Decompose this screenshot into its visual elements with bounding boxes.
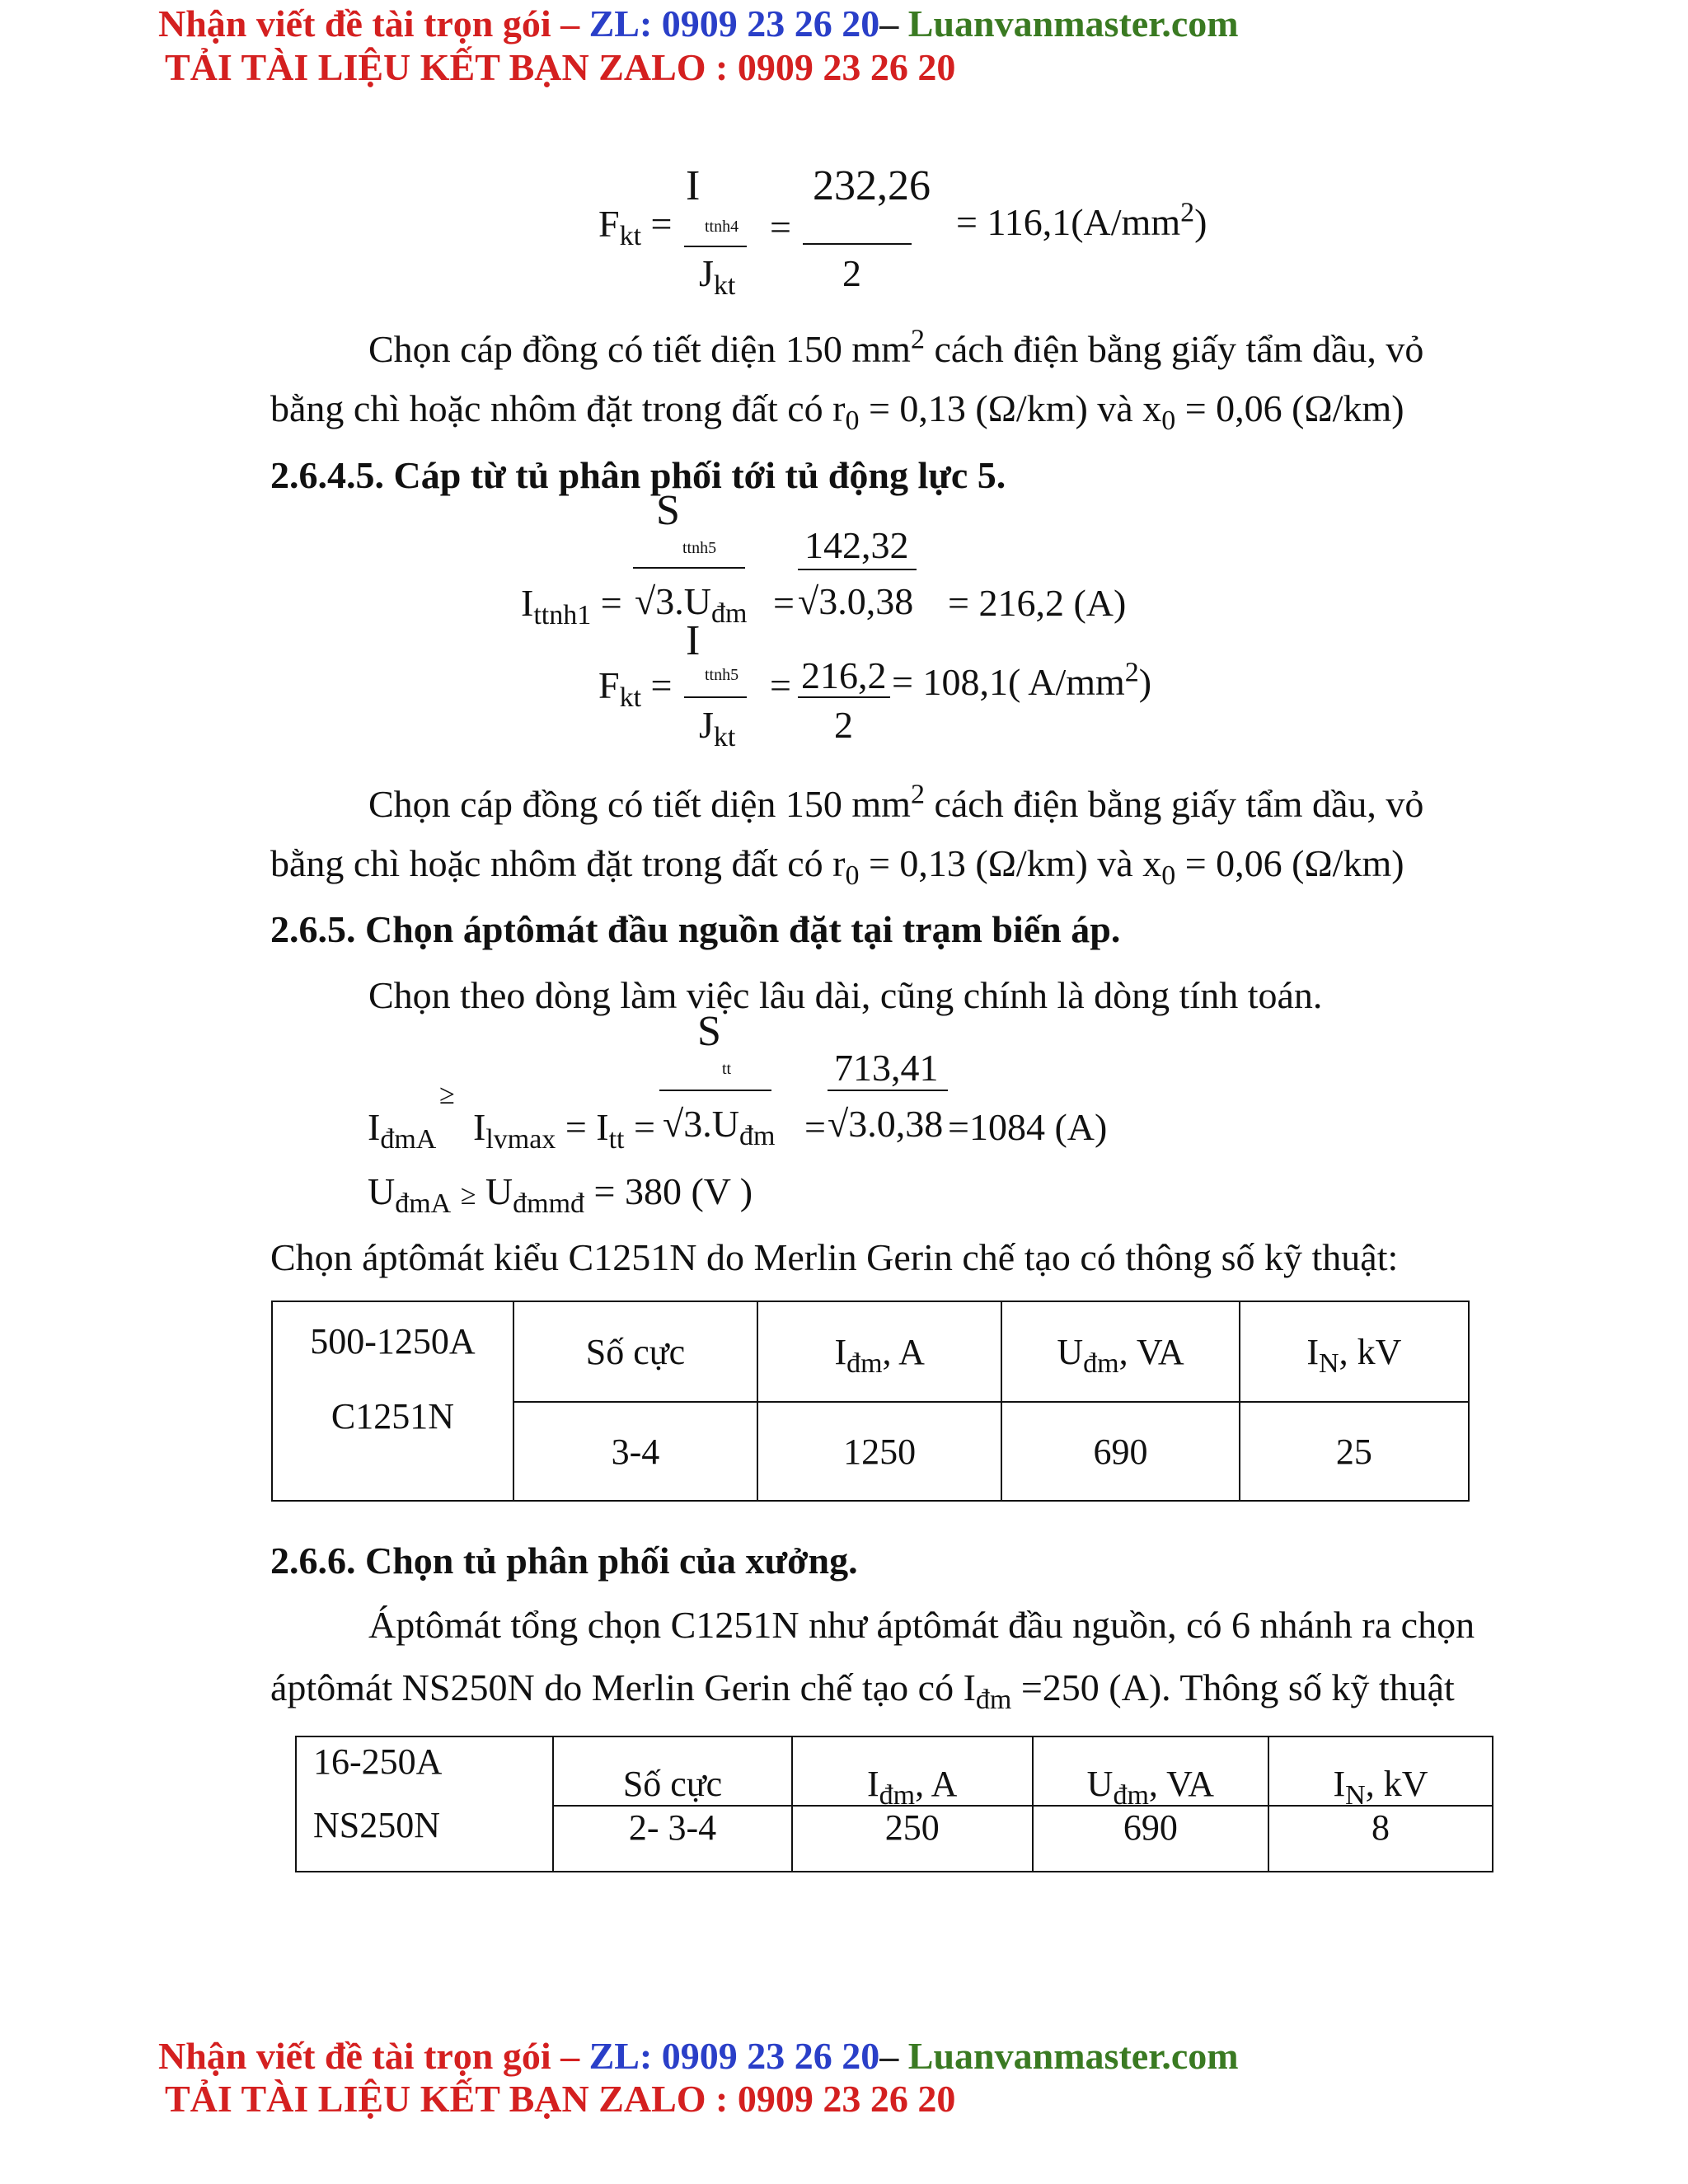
formula-result: = 380 (V ) bbox=[584, 1170, 753, 1212]
paragraph-cable-selection-1-line1 bbox=[368, 326, 1423, 373]
header-text: I bbox=[834, 1331, 847, 1372]
equals-sign: = bbox=[770, 206, 791, 248]
breaker-model: NS250N bbox=[313, 1805, 441, 1845]
fraction-denominator: 2 bbox=[834, 704, 853, 746]
header-subscript: đm bbox=[879, 1779, 916, 1811]
equals-sign: = bbox=[624, 1106, 655, 1148]
banner-zalo-text: TẢI TÀI LIỆU KẾT BẠN ZALO : 0909 23 26 20 bbox=[165, 46, 956, 88]
fraction-numerator: 142,32 bbox=[804, 524, 909, 566]
table-header-poles bbox=[553, 1736, 792, 1806]
table-label-cell bbox=[296, 1736, 553, 1872]
formula-symbol: U bbox=[485, 1170, 513, 1212]
paragraph-main-breaker-line1: Áptômát tổng chọn C1251N như áptômát đầu nguồn, có 6 nhánh ra chọn bbox=[368, 1604, 1475, 1646]
text: Chọn cáp đồng có tiết diện 150 mm bbox=[368, 783, 911, 825]
text: bằng chì hoặc nhôm đặt trong đất có r bbox=[270, 387, 846, 429]
text: áptômát NS250N do Merlin Gerin chế tạo có I bbox=[270, 1666, 976, 1708]
bottom-banner-line2 bbox=[165, 2077, 955, 2121]
formula-subscript: đmA bbox=[395, 1188, 452, 1220]
formula-result: = 116,1(A/mm bbox=[956, 201, 1181, 243]
section-heading-2-6-6: 2.6.6. Chọn tủ phân phối của xưởng. bbox=[270, 1540, 858, 1582]
equals-sign: = bbox=[600, 582, 622, 624]
paragraph-cable-selection-2-line2 bbox=[270, 841, 1404, 892]
sqrt-sign: √ bbox=[635, 580, 656, 622]
header-subscript: đm bbox=[846, 1347, 883, 1379]
fraction-numerator: S bbox=[656, 487, 680, 534]
table-header-breaking bbox=[1240, 1301, 1469, 1402]
fraction-numerator: 216,2 bbox=[801, 654, 887, 696]
bottom-banner-line1 bbox=[158, 2034, 1239, 2079]
formula-symbol: F bbox=[598, 664, 620, 706]
formula-subscript: tt bbox=[608, 1124, 625, 1155]
equals-sign: = bbox=[804, 1106, 826, 1148]
spec-table-c1251n bbox=[271, 1301, 1470, 1502]
formula-udma bbox=[368, 1169, 753, 1219]
fraction-numerator: 713,41 bbox=[834, 1047, 939, 1089]
paragraph-selection-criteria: Chọn theo dòng làm việc lâu dài, cũng chính là dòng tính toán. bbox=[368, 974, 1323, 1016]
header-subscript: N bbox=[1345, 1779, 1366, 1811]
formula-subscript: ttnh1 bbox=[533, 600, 592, 631]
formula-subscript: kt bbox=[619, 682, 642, 714]
fraction-bar bbox=[803, 243, 912, 245]
fraction-numerator-subscript: tt bbox=[722, 1060, 732, 1078]
text: = 0,13 (Ω/km) và x bbox=[859, 842, 1162, 884]
formula-subscript: kt bbox=[619, 221, 642, 252]
fraction-denominator: 2 bbox=[842, 252, 861, 294]
banner-text: Nhận viết đề tài trọn gói – bbox=[158, 2, 589, 45]
fraction-bar bbox=[828, 1090, 948, 1091]
text: cách điện bằng giấy tẩm dầu, vỏ bbox=[924, 783, 1424, 825]
banner-text: Nhận viết đề tài trọn gói – bbox=[158, 2035, 589, 2077]
formula-symbol: = I bbox=[556, 1106, 609, 1148]
header-text: Số cực bbox=[622, 1764, 723, 1804]
fraction-denominator: √3.0,38 bbox=[828, 1103, 944, 1145]
table-cell-poles: 2- 3-4 bbox=[553, 1806, 792, 1872]
breaker-range: 16-250A bbox=[313, 1741, 443, 1782]
superscript: 2 bbox=[1124, 657, 1139, 688]
fraction-denominator-subscript: đm bbox=[710, 598, 748, 630]
header-text: Số cực bbox=[585, 1331, 686, 1372]
paragraph-cable-selection-1-line2 bbox=[270, 386, 1404, 437]
subscript: 0 bbox=[845, 860, 860, 892]
table-header-voltage bbox=[1001, 1301, 1239, 1402]
header-text: , VA bbox=[1118, 1331, 1184, 1372]
superscript: 2 bbox=[1180, 197, 1195, 228]
fraction-denominator: √3.0,38 bbox=[798, 580, 914, 622]
fraction-bar bbox=[659, 1090, 771, 1091]
formula-symbol: I bbox=[368, 1106, 381, 1148]
header-text: , kV bbox=[1339, 1331, 1402, 1372]
fraction-denominator: 3.U bbox=[683, 1103, 739, 1145]
fraction-bar bbox=[798, 569, 917, 570]
formula-symbol: I bbox=[473, 1106, 486, 1148]
subscript: 0 bbox=[1161, 860, 1176, 892]
header-text: I bbox=[867, 1764, 879, 1804]
geq-sign: ≥ bbox=[439, 1080, 455, 1110]
formula-subscript: đmA bbox=[380, 1124, 437, 1155]
formula-subscript: lvmax bbox=[485, 1124, 556, 1155]
header-text: U bbox=[1057, 1331, 1084, 1372]
table-header-row bbox=[296, 1736, 1493, 1806]
banner-website-link[interactable]: Luanvanmaster.com bbox=[907, 2035, 1239, 2077]
fraction-numerator-subscript: ttnh5 bbox=[705, 666, 739, 684]
table-cell-voltage: 690 bbox=[1001, 1402, 1239, 1501]
fraction-bar bbox=[684, 246, 747, 247]
banner-phone: ZL: 0909 23 26 20 bbox=[588, 2035, 880, 2077]
subscript: 0 bbox=[1161, 405, 1176, 437]
text: cách điện bằng giấy tẩm dầu, vỏ bbox=[924, 328, 1424, 370]
paragraph-cable-selection-2-line1 bbox=[368, 781, 1423, 827]
paragraph-main-breaker-line2 bbox=[270, 1665, 1455, 1716]
equals-sign: = bbox=[650, 664, 673, 706]
text: = 0,06 (Ω/km) bbox=[1175, 842, 1404, 884]
header-text: I bbox=[1306, 1331, 1320, 1372]
fraction-denominator-subscript: kt bbox=[713, 270, 736, 302]
paragraph-breaker-c1251n: Chọn áptômát kiểu C1251N do Merlin Gerin chế tạo có thông số kỹ thuật: bbox=[270, 1236, 1399, 1278]
fraction-denominator: J bbox=[699, 252, 714, 294]
table-header-poles bbox=[513, 1301, 757, 1402]
formula-result: = 108,1( A/mm bbox=[892, 661, 1125, 703]
table-label-cell bbox=[272, 1301, 513, 1501]
fraction-numerator-subscript: ttnh4 bbox=[705, 218, 739, 236]
banner-dash: – bbox=[879, 2035, 908, 2077]
fraction-denominator-subscript: đm bbox=[738, 1121, 776, 1152]
header-text: I bbox=[1333, 1764, 1346, 1804]
header-text: , VA bbox=[1148, 1764, 1214, 1804]
table-cell-breaking: 25 bbox=[1240, 1402, 1469, 1501]
formula-result-close: ) bbox=[1194, 201, 1207, 243]
table-cell-current: 1250 bbox=[757, 1402, 1001, 1501]
fraction-numerator: I bbox=[686, 162, 701, 209]
subscript: đm bbox=[975, 1685, 1012, 1716]
equals-sign: = bbox=[770, 664, 791, 706]
formula-symbol: F bbox=[598, 203, 620, 245]
fraction-bar bbox=[633, 567, 745, 569]
fraction-numerator: S bbox=[697, 1008, 721, 1055]
geq-sign: ≥ bbox=[460, 1180, 476, 1211]
banner-dash: – bbox=[879, 2, 908, 45]
formula-result-close: ) bbox=[1138, 661, 1152, 703]
text: bằng chì hoặc nhôm đặt trong đất có r bbox=[270, 842, 846, 884]
equals-sign: = bbox=[650, 203, 673, 245]
text: Chọn cáp đồng có tiết diện 150 mm bbox=[368, 328, 911, 370]
header-text: , A bbox=[915, 1764, 958, 1804]
formula-subscript: đmmđ bbox=[513, 1188, 585, 1220]
fraction-numerator: I bbox=[686, 617, 701, 664]
table-cell-poles: 3-4 bbox=[513, 1402, 757, 1501]
superscript: 2 bbox=[910, 324, 925, 355]
table-header-breaking bbox=[1268, 1736, 1493, 1811]
subscript: 0 bbox=[845, 405, 860, 437]
header-text: , kV bbox=[1365, 1764, 1428, 1804]
top-banner-line2 bbox=[165, 45, 955, 90]
text: =250 (A). Thông số kỹ thuật bbox=[1011, 1666, 1455, 1708]
breaker-range: 500-1250A bbox=[310, 1321, 476, 1361]
superscript: 2 bbox=[910, 779, 925, 810]
fraction-bar bbox=[684, 696, 747, 698]
header-subscript: đm bbox=[1113, 1779, 1149, 1811]
banner-website-link[interactable]: Luanvanmaster.com bbox=[907, 2, 1239, 45]
fraction-bar bbox=[798, 696, 890, 698]
section-heading-2-6-4-5: 2.6.4.5. Cáp từ tủ phân phối tới tủ động lực 5. bbox=[270, 454, 1006, 496]
text: = 0,06 (Ω/km) bbox=[1175, 387, 1404, 429]
banner-zalo-text: TẢI TÀI LIỆU KẾT BẠN ZALO : 0909 23 26 20 bbox=[165, 2078, 956, 2120]
table-header-current bbox=[792, 1736, 1033, 1811]
formula-symbol: I bbox=[521, 582, 534, 624]
formula-symbol: U bbox=[368, 1170, 396, 1212]
spec-table-ns250n bbox=[295, 1736, 1493, 1872]
table-cell-current: 250 bbox=[792, 1806, 1033, 1872]
fraction-denominator: 3.U bbox=[655, 580, 711, 622]
fraction-denominator: J bbox=[699, 704, 714, 746]
table-header-current bbox=[757, 1301, 1001, 1402]
table-header-voltage bbox=[1033, 1736, 1268, 1811]
header-text: U bbox=[1086, 1764, 1114, 1804]
formula-result: = 216,2 (A) bbox=[948, 582, 1127, 624]
equals-sign: = bbox=[773, 582, 795, 624]
breaker-model: C1251N bbox=[331, 1396, 454, 1436]
section-heading-2-6-5: 2.6.5. Chọn áptômát đầu nguồn đặt tại trạm biến áp. bbox=[270, 908, 1121, 950]
fraction-denominator-subscript: kt bbox=[713, 722, 736, 753]
banner-phone: ZL: 0909 23 26 20 bbox=[588, 2, 880, 45]
header-text: , A bbox=[882, 1331, 925, 1372]
table-header-row bbox=[272, 1301, 1469, 1402]
text: = 0,13 (Ω/km) và x bbox=[859, 387, 1162, 429]
top-banner-line1 bbox=[158, 2, 1239, 46]
header-subscript: đm bbox=[1083, 1347, 1119, 1379]
formula-result: =1084 (A) bbox=[948, 1106, 1108, 1148]
header-subscript: N bbox=[1319, 1347, 1339, 1379]
fraction-numerator: 232,26 bbox=[813, 162, 931, 209]
fraction-numerator-subscript: ttnh5 bbox=[682, 539, 717, 557]
sqrt-sign: √ bbox=[663, 1103, 684, 1145]
table-cell-voltage: 690 bbox=[1033, 1806, 1268, 1872]
table-cell-breaking: 8 bbox=[1268, 1806, 1493, 1872]
